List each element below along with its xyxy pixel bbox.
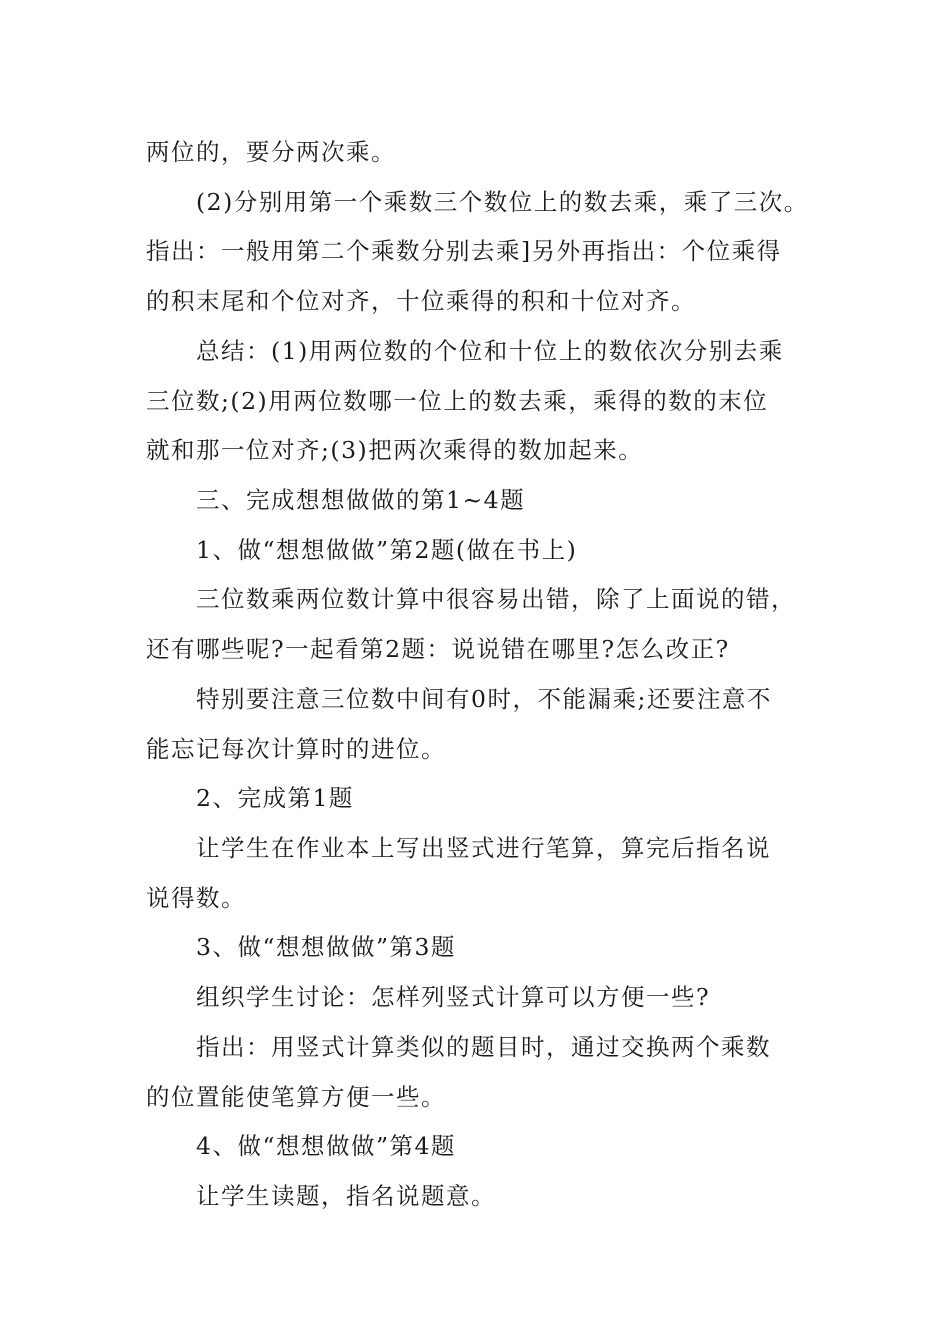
text-line: (2)分别用第一个乘数三个数位上的数去乘，乘了三次。: [196, 188, 809, 216]
text-line: 组织学生讨论：怎样列竖式计算可以方便一些?: [196, 983, 711, 1011]
text-line: 特别要注意三位数中间有0时，不能漏乘;还要注意不: [196, 685, 772, 713]
text-line: 还有哪些呢?一起看第2题：说说错在哪里?怎么改正?: [146, 635, 730, 663]
item-heading: 4、做“想想做做”第4题: [196, 1132, 456, 1160]
text-line: 三位数;(2)用两位数哪一位上的数去乘，乘得的数的末位: [146, 387, 769, 415]
text-line: 就和那一位对齐;(3)把两次乘得的数加起来。: [146, 436, 644, 464]
item-heading: 3、做“想想做做”第3题: [196, 933, 456, 961]
item-heading: 1、做“想想做做”第2题(做在书上): [196, 536, 578, 564]
text-line: 让学生在作业本上写出竖式进行笔算，算完后指名说: [196, 834, 771, 862]
text-line: 的位置能使笔算方便一些。: [146, 1083, 446, 1111]
text-line: 两位的，要分两次乘。: [146, 138, 396, 166]
text-line: 指出：一般用第二个乘数分别去乘]另外再指出：个位乘得: [146, 237, 782, 265]
text-line: 能忘记每次计算时的进位。: [146, 735, 446, 763]
item-heading: 2、完成第1题: [196, 784, 354, 812]
text-line: 的积末尾和个位对齐，十位乘得的积和十位对齐。: [146, 287, 696, 315]
text-line: 总结：(1)用两位数的个位和十位上的数依次分别去乘: [196, 337, 784, 365]
text-line: 让学生读题，指名说题意。: [196, 1182, 496, 1210]
text-line: 三位数乘两位数计算中很容易出错，除了上面说的错，: [196, 585, 796, 613]
text-line: 说得数。: [146, 884, 246, 912]
text-line: 指出：用竖式计算类似的题目时，通过交换两个乘数: [196, 1033, 771, 1061]
section-heading: 三、完成想想做做的第1~4题: [196, 486, 526, 514]
